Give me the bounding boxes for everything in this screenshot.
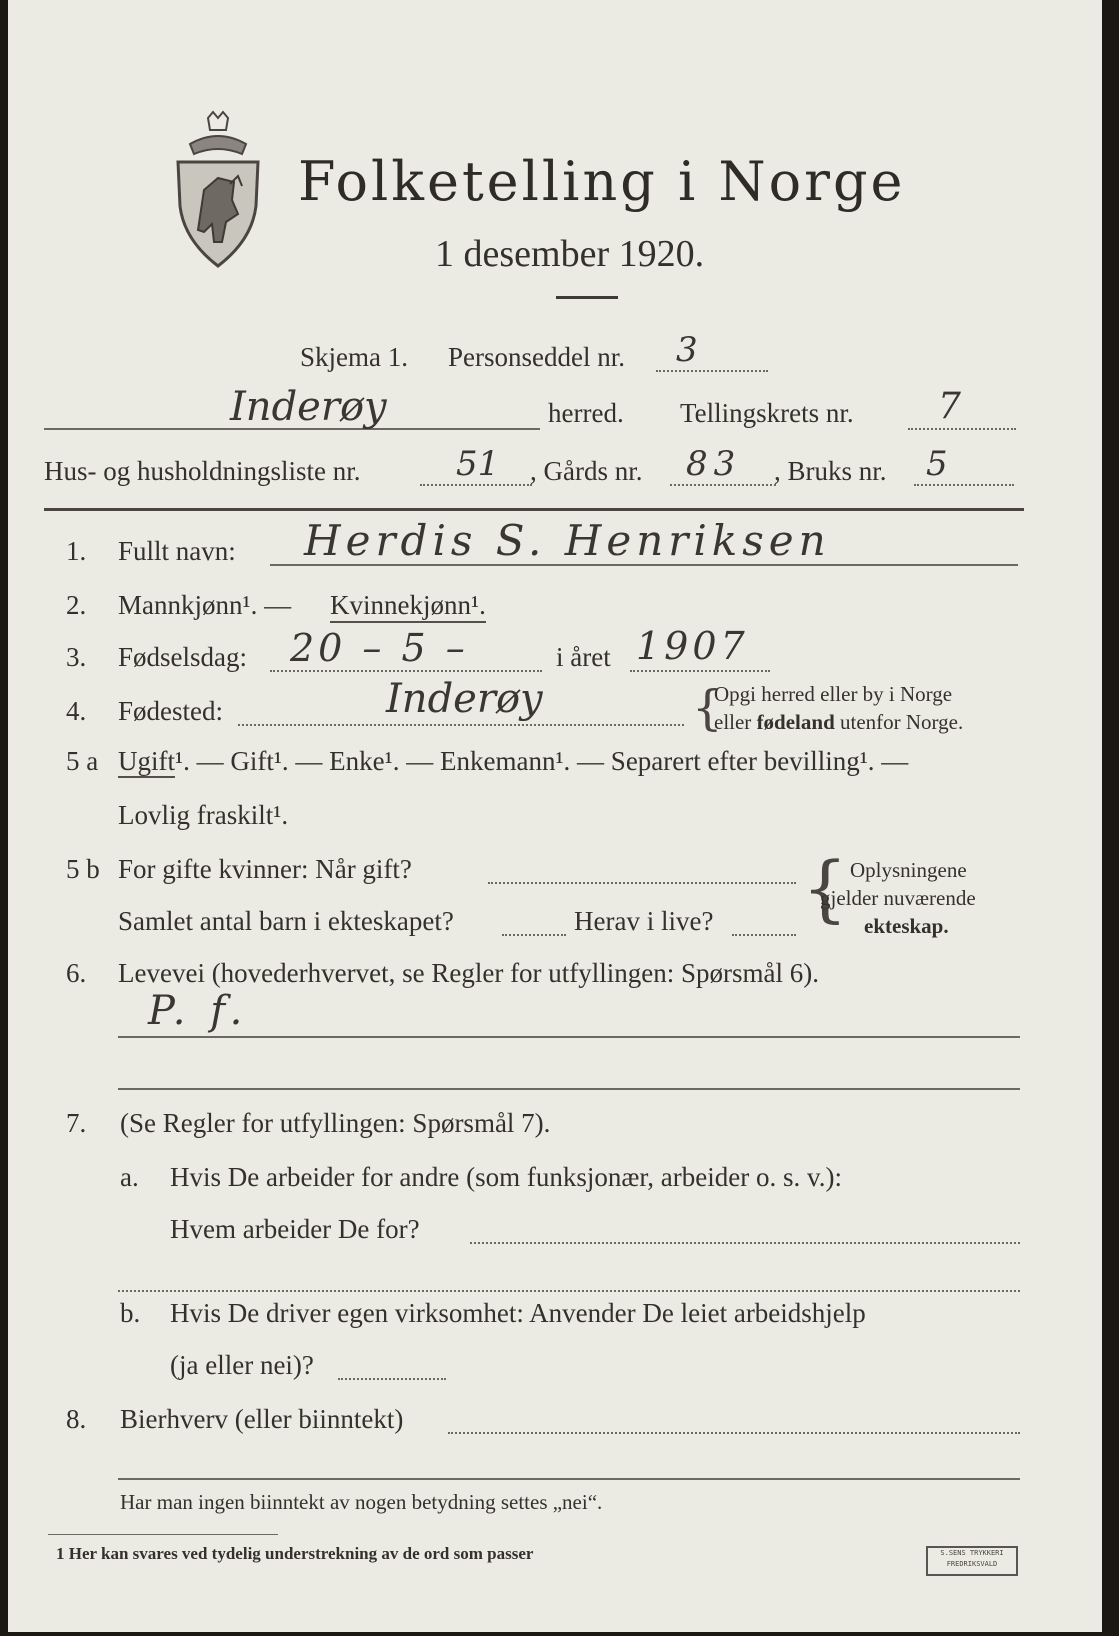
- gards-label: , Gårds nr.: [530, 456, 643, 486]
- ugift-option-selected[interactable]: Ugift: [118, 746, 175, 776]
- year-label: i året: [556, 642, 611, 672]
- q5b-note2: gjelder nuværende: [820, 886, 976, 910]
- footer-note: Har man ingen biinntekt av nogen betydning settes „nei“.: [120, 1490, 603, 1514]
- q7-label: (Se Regler for utfyllingen: Spørsmål 7).: [120, 1108, 551, 1138]
- footnote: 1 Her kan svares ved tydelig understrekning av de ord som passer: [56, 1544, 534, 1563]
- q6-label: Levevei (hovederhvervet, se Regler for utfyllingen: Spørsmål 6).: [118, 958, 820, 988]
- bruks-label: , Bruks nr.: [774, 456, 887, 486]
- herred-value[interactable]: Inderøy: [230, 384, 387, 430]
- q7b-letter: b.: [120, 1298, 141, 1328]
- q1-label: Fullt navn:: [118, 536, 236, 566]
- personseddel-label: Personseddel nr.: [448, 342, 625, 372]
- title-divider: [556, 296, 618, 299]
- civil-status-options: [118, 746, 908, 777]
- q2-number: 2.: [66, 590, 87, 620]
- birthday-value[interactable]: 20 – 5 –: [290, 626, 469, 670]
- coat-of-arms-icon: [168, 110, 268, 270]
- alive-label: Herav i live?: [574, 906, 714, 936]
- herred-label: herred.: [548, 398, 624, 428]
- q5b-note3: ekteskap.: [864, 914, 949, 938]
- female-option-selected[interactable]: Kvinnekjønn¹.: [330, 590, 486, 623]
- q5a-number: 5 a: [66, 746, 99, 776]
- children-label: Samlet antal barn i ekteskapet?: [118, 906, 454, 936]
- gards-value[interactable]: 83: [686, 444, 742, 484]
- q5b-note1: Oplysningene: [850, 858, 967, 882]
- birthplace-value[interactable]: Inderøy: [386, 676, 543, 722]
- fraskilt-option[interactable]: Lovlig fraskilt¹.: [118, 800, 289, 830]
- q8-label: Bierhverv (eller biinntekt): [120, 1404, 404, 1434]
- q3-number: 3.: [66, 642, 87, 672]
- q4-note-line2: eller fødeland utenfor Norge.: [714, 710, 964, 734]
- q8-number: 8.: [66, 1404, 87, 1434]
- personseddel-value[interactable]: 3: [676, 330, 698, 370]
- q4-note-line1: Opgi herred eller by i Norge: [714, 682, 953, 706]
- brace-icon: {: [802, 846, 848, 930]
- q4-label: Fødested:: [118, 696, 223, 726]
- printer-stamp: S.SENS TRYKKERI FREDRIKSVALD: [926, 1546, 1018, 1576]
- brace-icon: {: [692, 680, 723, 736]
- q7b-text: Hvis De driver egen virksomhet: Anvender De leiet arbeidshjelp: [170, 1298, 866, 1328]
- skjema-label: Skjema 1.: [300, 342, 408, 372]
- male-option[interactable]: Mannkjønn¹. —: [118, 590, 292, 620]
- q7-number: 7.: [66, 1108, 87, 1138]
- full-name-value[interactable]: Herdis S. Henriksen: [304, 516, 831, 565]
- section-divider: [44, 508, 1024, 511]
- husliste-label: Hus- og husholdningsliste nr.: [44, 456, 361, 486]
- q5b-label: For gifte kvinner: Når gift?: [118, 854, 412, 884]
- tellingskrets-value[interactable]: 7: [938, 386, 961, 427]
- q4-number: 4.: [66, 696, 87, 726]
- form-title: Folketelling i Norge: [298, 150, 906, 213]
- q7b-yes-no-label: (ja eller nei)?: [170, 1350, 314, 1380]
- q3-label: Fødselsdag:: [118, 642, 248, 672]
- q6-number: 6.: [66, 958, 87, 988]
- census-date: 1 desember 1920.: [435, 233, 705, 275]
- birth-year-value[interactable]: 1907: [636, 624, 749, 668]
- occupation-value[interactable]: P. f.: [148, 988, 249, 1034]
- q5b-number: 5 b: [66, 854, 100, 884]
- q7a-letter: a.: [120, 1162, 139, 1192]
- husliste-value[interactable]: 51: [456, 444, 500, 484]
- q1-number: 1.: [66, 536, 87, 566]
- other-civil-options[interactable]: ¹. — Gift¹. — Enke¹. — Enkemann¹. — Separert efter bevilling¹. —: [175, 746, 909, 776]
- census-form-page: [8, 0, 1102, 1632]
- q7a-text: Hvis De arbeider for andre (som funksjonær, arbeider o. s. v.):: [170, 1162, 842, 1192]
- bruks-value[interactable]: 5: [926, 444, 948, 484]
- q7a-employer-label: Hvem arbeider De for?: [170, 1214, 420, 1244]
- tellingskrets-label: Tellingskrets nr.: [680, 398, 854, 428]
